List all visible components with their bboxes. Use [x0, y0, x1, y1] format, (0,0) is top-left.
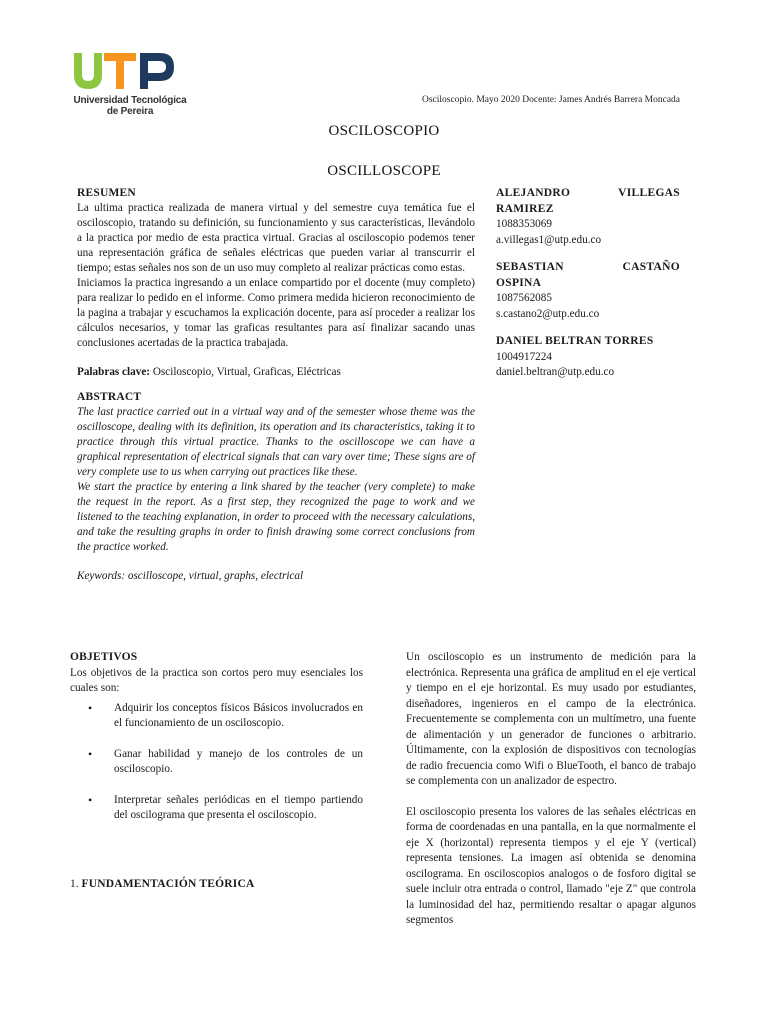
university-name	[70, 95, 190, 117]
objetivos-list	[70, 701, 363, 824]
abstract-column	[77, 186, 475, 584]
author-1	[496, 186, 680, 248]
body-paragraph-2: El osciloscopio presenta los valores de las señales eléctricas en forma de coordenadas en una pantalla, en la que normalmente el eje X (horizontal) representa tiempos y el eje Y (vertical) representa tensiones. La imagen así obtenida se denomina oscilograma. En osciloscopios analogos o de fosforo digital se suele incluir otra entrada o control, llamado "eje Z" que controla la luminosidad del haz, permitiendo resaltar o apagar algunos segmentos	[406, 805, 696, 926]
body-right-column	[406, 650, 696, 944]
abstract-section	[77, 390, 475, 584]
author-name-cont: RAMIREZ	[496, 202, 554, 215]
author-email: a.villegas1@utp.edu.co	[496, 233, 602, 246]
bullet-icon: •	[88, 792, 93, 807]
fundamentacion-heading	[70, 878, 254, 890]
author-id: 1004917224	[496, 350, 552, 363]
author-email: s.castano2@utp.edu.co	[496, 307, 600, 320]
abstract-heading: ABSTRACT	[77, 391, 142, 403]
objetivo-text: Interpretar señales periódicas en el tiempo partiendo del oscilograma que presenta el osciloscopio.	[114, 793, 363, 821]
list-item	[70, 701, 363, 732]
objetivo-text: Adquirir los conceptos físicos Básicos involucrados en el funcionamiento de un osciloscopio.	[114, 701, 363, 729]
author-email: daniel.beltran@utp.edu.co	[496, 366, 615, 378]
university-name-line1: Universidad Tecnológica	[73, 95, 187, 106]
bullet-icon: •	[88, 700, 93, 715]
title-english: OSCILLOSCOPE	[327, 163, 441, 179]
palabras-clave-value: Osciloscopio, Virtual, Graficas, Eléctricas	[150, 366, 341, 378]
university-name-line2: de Pereira	[106, 106, 154, 117]
author-id: 1087562085	[496, 292, 552, 304]
keywords-english: Keywords: oscilloscope, virtual, graphs, electrical	[77, 570, 304, 582]
authors-block	[496, 186, 680, 393]
palabras-clave	[77, 365, 475, 380]
list-item	[70, 747, 363, 778]
bullet-icon: •	[88, 746, 93, 761]
resumen-paragraph-2: Iniciamos la practica ingresando a un enlace compartido por el docente (muy completo) para realizar lo pedido en el informe. Como primera medida hicieron reconocimiento de la pagina a trabajar y escuchamos la explicación docente, para así proceder a realizar los cálculos necesarios, y tomar las graficas resultantes para así finalizar sacando unas conclusiones acertadas de la practica trabajada.	[77, 277, 475, 349]
objetivo-text: Ganar habilidad y manejo de los controles de un osciloscopio.	[114, 747, 363, 775]
section-title: FUNDAMENTACIÓN TEÓRICA	[81, 878, 255, 890]
utp-logo	[70, 45, 187, 120]
section-number: 1.	[70, 878, 82, 890]
running-header: Osciloscopio. Mayo 2020 Docente: James Andrés Barrera Moncada	[422, 95, 681, 105]
author-3	[496, 334, 680, 381]
author-name: ALEJANDRO VILLEGAS	[496, 187, 680, 199]
palabras-clave-label: Palabras clave:	[77, 366, 151, 378]
abstract-paragraph-2: We start the practice by entering a link shared by the teacher (very complete) to make the request in the report. As a first step, they recognized the page to work and we listened to the teaching explanation, in order to proceed with the necessary calculations, and take the resulting graphs in order to finish drawing some correct conclusions from the practice worked.	[77, 481, 475, 553]
title-spanish: OSCILOSCOPIO	[328, 123, 440, 139]
objetivos-heading: OBJETIVOS	[70, 651, 138, 663]
objetivos-intro: Los objetivos de la practica son cortos pero muy esenciales los cuales son:	[70, 666, 363, 694]
list-item	[70, 793, 363, 824]
author-2	[496, 260, 680, 322]
abstract-paragraph-1: The last practice carried out in a virtual way and of the semester whose theme was the oscilloscope, dealing with its definition, its operation and its characteristics, taking it to practice through this virtual practice. Thanks to the oscilloscope we can have a graphical representation of electrical signals that can vary over time; These signs are of very complete use to us when carrying out practices like these.	[77, 406, 475, 478]
utp-logo-mark	[70, 45, 180, 95]
author-name: DANIEL BELTRAN TORRES	[496, 335, 654, 347]
resumen-paragraph-1: La ultima practica realizada de manera virtual y del semestre cuya temática fue el osciloscopio, tratando su definición, su funcionamiento y sus características, llevándolo a la practica por medio de esta practica virtual. Gracias al osciloscopio podemos tener una representación gráfica de señales eléctricas que pueden variar al transcurrir el tiempo; estas señales nos son de un uso muy completo al realizar prácticas como estas.	[77, 202, 475, 274]
objetivos-section	[70, 650, 363, 839]
body-paragraph-1: Un osciloscopio es un instrumento de medición para la electrónica. Representa una gráfica de amplitud en el eje vertical y tiempo en el eje horizontal. Es muy usado por estudiantes, diseñadores, ingenieros en el campo de la electrónica. Frecuentemente se complementa con un multímetro, una fuente de alimentación y un generador de funciones o arbitrario. Últimamente, con la explosión de dispositivos con tecnologías de radio frecuencia como Wifi o BlueTooth, el banco de trabajo se complementa con un analizador de espectro.	[406, 651, 696, 787]
author-name: SEBASTIAN CASTAÑO	[496, 261, 680, 273]
author-id: 1088353069	[496, 218, 552, 230]
author-name-cont: OSPINA	[496, 276, 542, 289]
resumen-heading: RESUMEN	[77, 187, 136, 199]
